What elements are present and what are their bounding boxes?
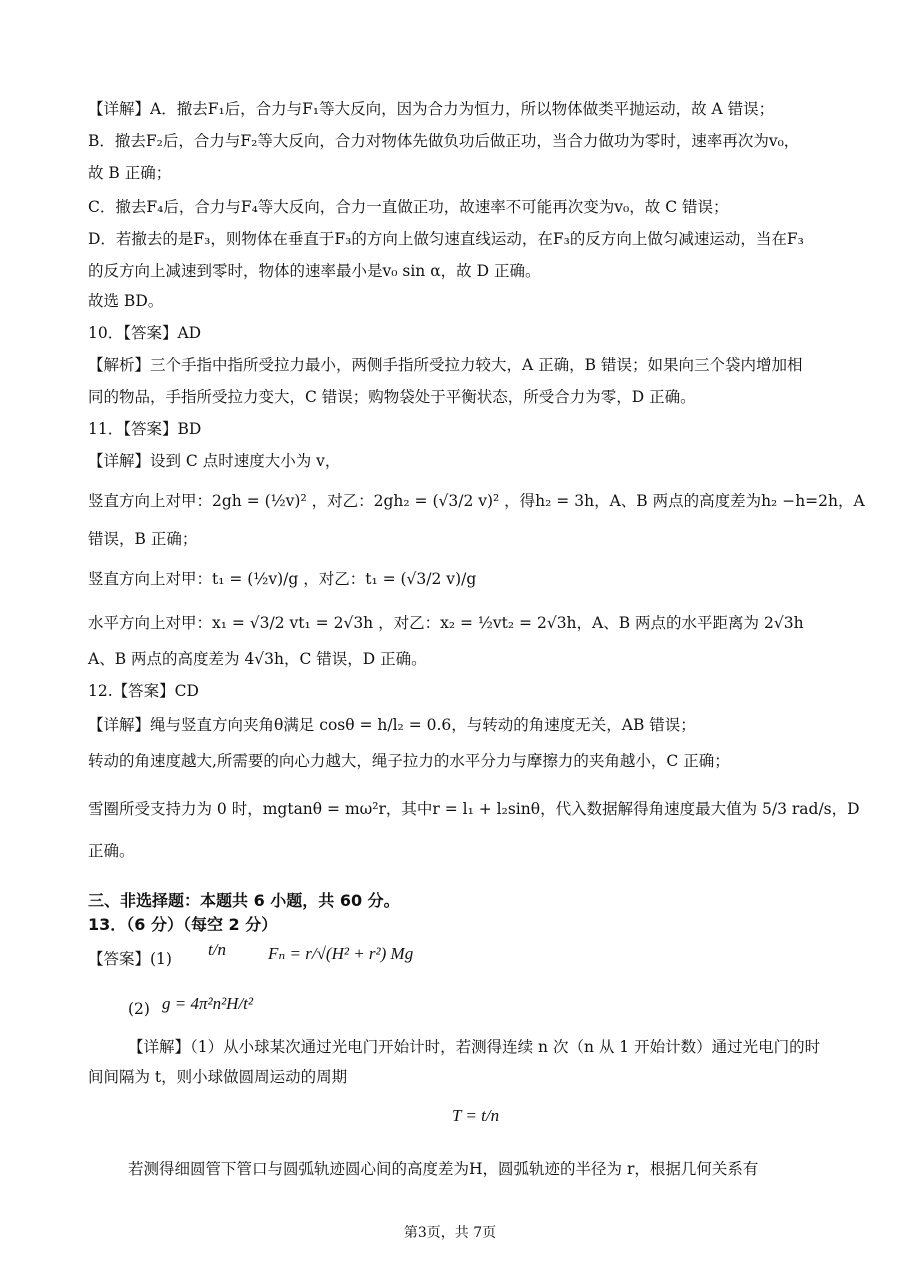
text-line: 故选 BD。 <box>88 292 164 310</box>
formula-line: 竖直方向上对甲：2gh = (½v)² ，对乙：2gh₂ = (√3/2 v)² ，得h₂ = 3h，A、B 两点的高度差为h₂ −h=2h，A <box>88 492 865 510</box>
text-line: B．撤去F₂后，合力与F₂等大反向，合力对物体先做负功后做正功，当合力做功为零时，速率再次为v₀， <box>88 132 800 150</box>
answer-heading: 12.【答案】CD <box>88 682 199 700</box>
question-heading: 13．（6 分）（每空 2 分） <box>88 915 278 934</box>
text-line: C．撤去F₄后，合力与F₄等大反向，合力一直做正功，故速率不可能再次变为v₀，故 C 错误； <box>88 198 729 216</box>
text-line: A、B 两点的高度差为 4√3h，C 错误，D 正确。 <box>88 650 427 668</box>
formula-t-over-n: t/n <box>208 940 226 959</box>
page-footer: 第3页，共 7页 <box>403 1225 497 1241</box>
answer-heading: 11．【答案】BD <box>88 420 202 438</box>
formula-period: T = t/n <box>452 1106 500 1125</box>
text-line: 【详解】（1）从小球某次通过光电门开始计时，若测得连续 n 次（n 从 1 开始计数）通过光电门的时 <box>128 1038 821 1056</box>
text-line: 间间隔为 t，则小球做圆周运动的周期 <box>88 1068 348 1086</box>
section-heading: 三、非选择题：本题共 6 小题，共 60 分。 <box>88 891 400 910</box>
text-line: 【详解】设到 C 点时速度大小为 v， <box>88 452 341 470</box>
answer-label: (2) <box>128 1000 150 1018</box>
formula-line: 雪圈所受支持力为 0 时，mgtanθ = mω²r，其中r = l₁ + l₂sinθ，代入数据解得角速度最大值为 5/3 rad/s，D <box>88 800 860 818</box>
answer-heading: 10．【答案】AD <box>88 324 202 342</box>
text-line: 若测得细圆管下管口与圆弧轨迹圆心间的高度差为H，圆弧轨迹的半径为 r，根据几何关系有 <box>128 1160 759 1178</box>
text-line: 错误，B 正确； <box>88 530 198 548</box>
formula-fn: Fₙ = r/√(H² + r²) Mg <box>268 944 414 963</box>
formula-g: g = 4π²n²H/t² <box>162 994 254 1013</box>
formula-line: 水平方向上对甲：x₁ = √3/2 vt₁ = 2√3h ，对乙：x₂ = ½vt₂ = 2√3h，A、B 两点的水平距离为 2√3h <box>88 614 804 632</box>
text-line: 转动的角速度越大,所需要的向心力越大，绳子拉力的水平分力与摩擦力的夹角越小，C 正确； <box>88 752 730 770</box>
text-line: 【详解】A．撤去F₁后，合力与F₁等大反向，因为合力为恒力，所以物体做类平抛运动，故 A 错误； <box>88 100 775 118</box>
text-line: 同的物品，手指所受拉力变大，C 错误；购物袋处于平衡状态，所受合力为零，D 正确。 <box>88 388 696 406</box>
text-line: 正确。 <box>88 842 135 860</box>
formula-line: 竖直方向上对甲：t₁ = (½v)/g ，对乙：t₁ = (√3/2 v)/g <box>88 570 477 588</box>
text-line: 【解析】三个手指中指所受拉力最小，两侧手指所受拉力较大，A 正确，B 错误；如果向三个袋内增加相 <box>88 356 803 374</box>
answer-label: 【答案】(1) <box>88 950 172 968</box>
text-line: D．若撤去的是F₃，则物体在垂直于F₃的方向上做匀速直线运动，在F₃的反方向上做匀减速运动，当在F₃ <box>88 230 804 248</box>
formula-line: 【详解】绳与竖直方向夹角θ满足 cosθ = h/l₂ = 0.6，与转动的角速度无关，AB 错误； <box>88 716 696 734</box>
text-line: 的反方向上减速到零时，物体的速率最小是v₀ sin α，故 D 正确。 <box>88 262 541 280</box>
text-line: 故 B 正确； <box>88 164 172 182</box>
